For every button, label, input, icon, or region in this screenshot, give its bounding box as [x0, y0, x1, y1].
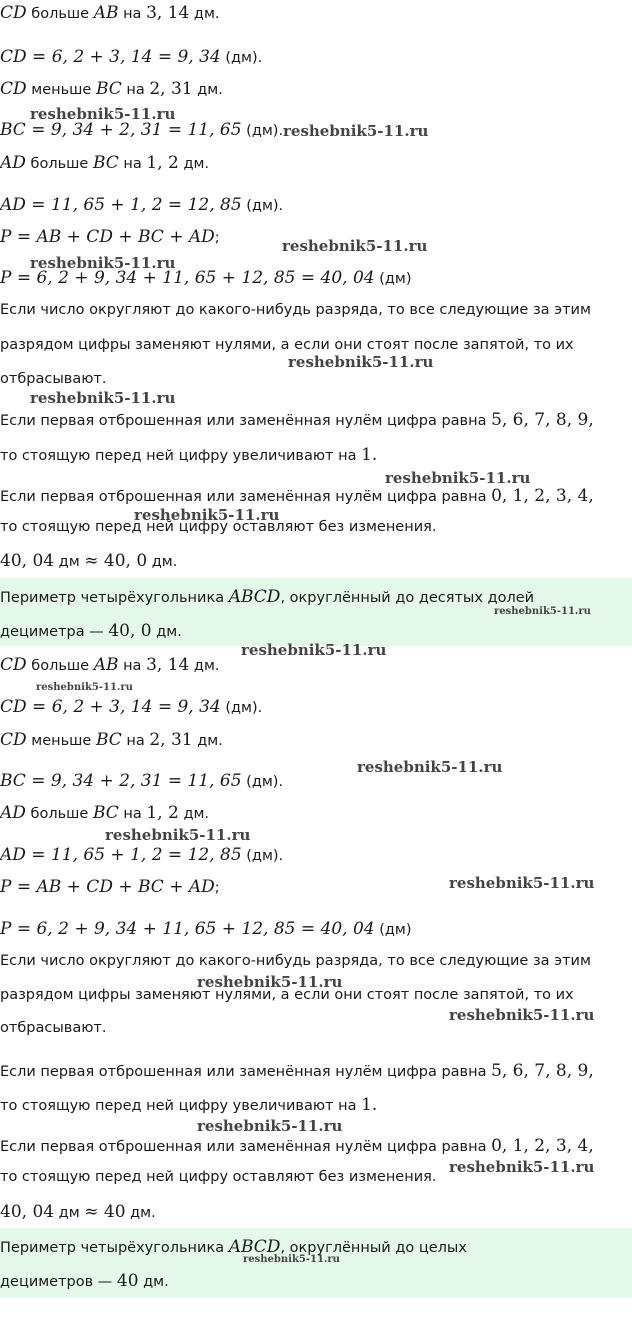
watermark: reshebnik5-11.ru [243, 1254, 340, 1265]
answer-line: Периметр четырёхугольника ABCD, округлённый до десятых долей [0, 587, 535, 607]
equation-line: CD = 6, 2 + 3, 14 = 9, 34 (дм). [0, 47, 263, 67]
text-line: CD меньше BC на 2, 31 дм. [0, 730, 223, 750]
watermark: reshebnik5-11.ru [197, 973, 343, 991]
text-line: CD меньше BC на 2, 31 дм. [0, 79, 223, 99]
rule-line: Если первая отброшенная или заменённая нулём цифра равна 0, 1, 2, 3, 4, [0, 1136, 594, 1156]
watermark: reshebnik5-11.ru [357, 758, 503, 776]
equation-line: P = AB + CD + BC + AD; [0, 227, 220, 247]
watermark: reshebnik5-11.ru [134, 506, 280, 524]
watermark: reshebnik5-11.ru [449, 874, 595, 892]
watermark: reshebnik5-11.ru [283, 122, 429, 140]
rule-line: то стоящую перед ней цифру увеличивают на 1. [0, 445, 378, 465]
rule-line: то стоящую перед ней цифру оставляют без изменения. [0, 1169, 437, 1185]
watermark: reshebnik5-11.ru [282, 237, 428, 255]
watermark: reshebnik5-11.ru [288, 353, 434, 371]
watermark: reshebnik5-11.ru [449, 1158, 595, 1176]
rule-line: Если первая отброшенная или заменённая нулём цифра равна 5, 6, 7, 8, 9, [0, 410, 594, 430]
equation-line: P = 6, 2 + 9, 34 + 11, 65 + 12, 85 = 40, 04 (дм) [0, 268, 412, 288]
equation-line: CD = 6, 2 + 3, 14 = 9, 34 (дм). [0, 697, 263, 717]
text-line: AD больше BC на 1, 2 дм. [0, 153, 210, 173]
rule-line: Если число округляют до какого-нибудь разряда, то все следующие за этим [0, 953, 591, 969]
rule-line: Если первая отброшенная или заменённая нулём цифра равна 0, 1, 2, 3, 4, [0, 486, 594, 506]
equation-line: P = AB + CD + BC + AD; [0, 877, 220, 897]
equation-line: AD = 11, 65 + 1, 2 = 12, 85 (дм). [0, 195, 284, 215]
equation-line: AD = 11, 65 + 1, 2 = 12, 85 (дм). [0, 845, 284, 865]
rule-line: отбрасывают. [0, 371, 107, 387]
watermark: reshebnik5-11.ru [197, 1117, 343, 1135]
approx-line: 40, 04 дм ≈ 40, 0 дм. [0, 551, 178, 571]
rule-line: то стоящую перед ней цифру увеличивают на 1. [0, 1095, 378, 1115]
approx-line: 40, 04 дм ≈ 40 дм. [0, 1202, 156, 1222]
answer-line: Периметр четырёхугольника ABCD, округлённый до целых [0, 1237, 467, 1257]
watermark: reshebnik5-11.ru [30, 254, 176, 272]
watermark: reshebnik5-11.ru [105, 826, 251, 844]
text-line: CD больше AB на 3, 14 дм. [0, 655, 220, 675]
watermark: reshebnik5-11.ru [449, 1006, 595, 1024]
rule-line: разрядом цифры заменяют нулями, а если они стоят после запятой, то их [0, 987, 574, 1003]
answer-line: дециметров — 40 дм. [0, 1271, 169, 1291]
rule-line: то стоящую перед ней цифру оставляют без изменения. [0, 519, 437, 535]
watermark: reshebnik5-11.ru [30, 105, 176, 123]
answer-line: дециметра — 40, 0 дм. [0, 621, 182, 641]
equation-line: P = 6, 2 + 9, 34 + 11, 65 + 12, 85 = 40, 04 (дм) [0, 919, 412, 939]
text-line: AD больше BC на 1, 2 дм. [0, 803, 210, 823]
watermark: reshebnik5-11.ru [36, 682, 133, 693]
equation-line: BC = 9, 34 + 2, 31 = 11, 65 (дм). [0, 771, 284, 791]
watermark: reshebnik5-11.ru [241, 641, 387, 659]
watermark: reshebnik5-11.ru [385, 469, 531, 487]
rule-line: отбрасывают. [0, 1020, 107, 1036]
watermark: reshebnik5-11.ru [494, 606, 591, 617]
rule-line: разрядом цифры заменяют нулями, а если они стоят после запятой, то их [0, 337, 574, 353]
rule-line: Если первая отброшенная или заменённая нулём цифра равна 5, 6, 7, 8, 9, [0, 1061, 594, 1081]
watermark: reshebnik5-11.ru [30, 389, 176, 407]
equation-line: BC = 9, 34 + 2, 31 = 11, 65 (дм). [0, 120, 284, 140]
text-line: CD больше AB на 3, 14 дм. [0, 3, 220, 23]
rule-line: Если число округляют до какого-нибудь разряда, то все следующие за этим [0, 302, 591, 318]
